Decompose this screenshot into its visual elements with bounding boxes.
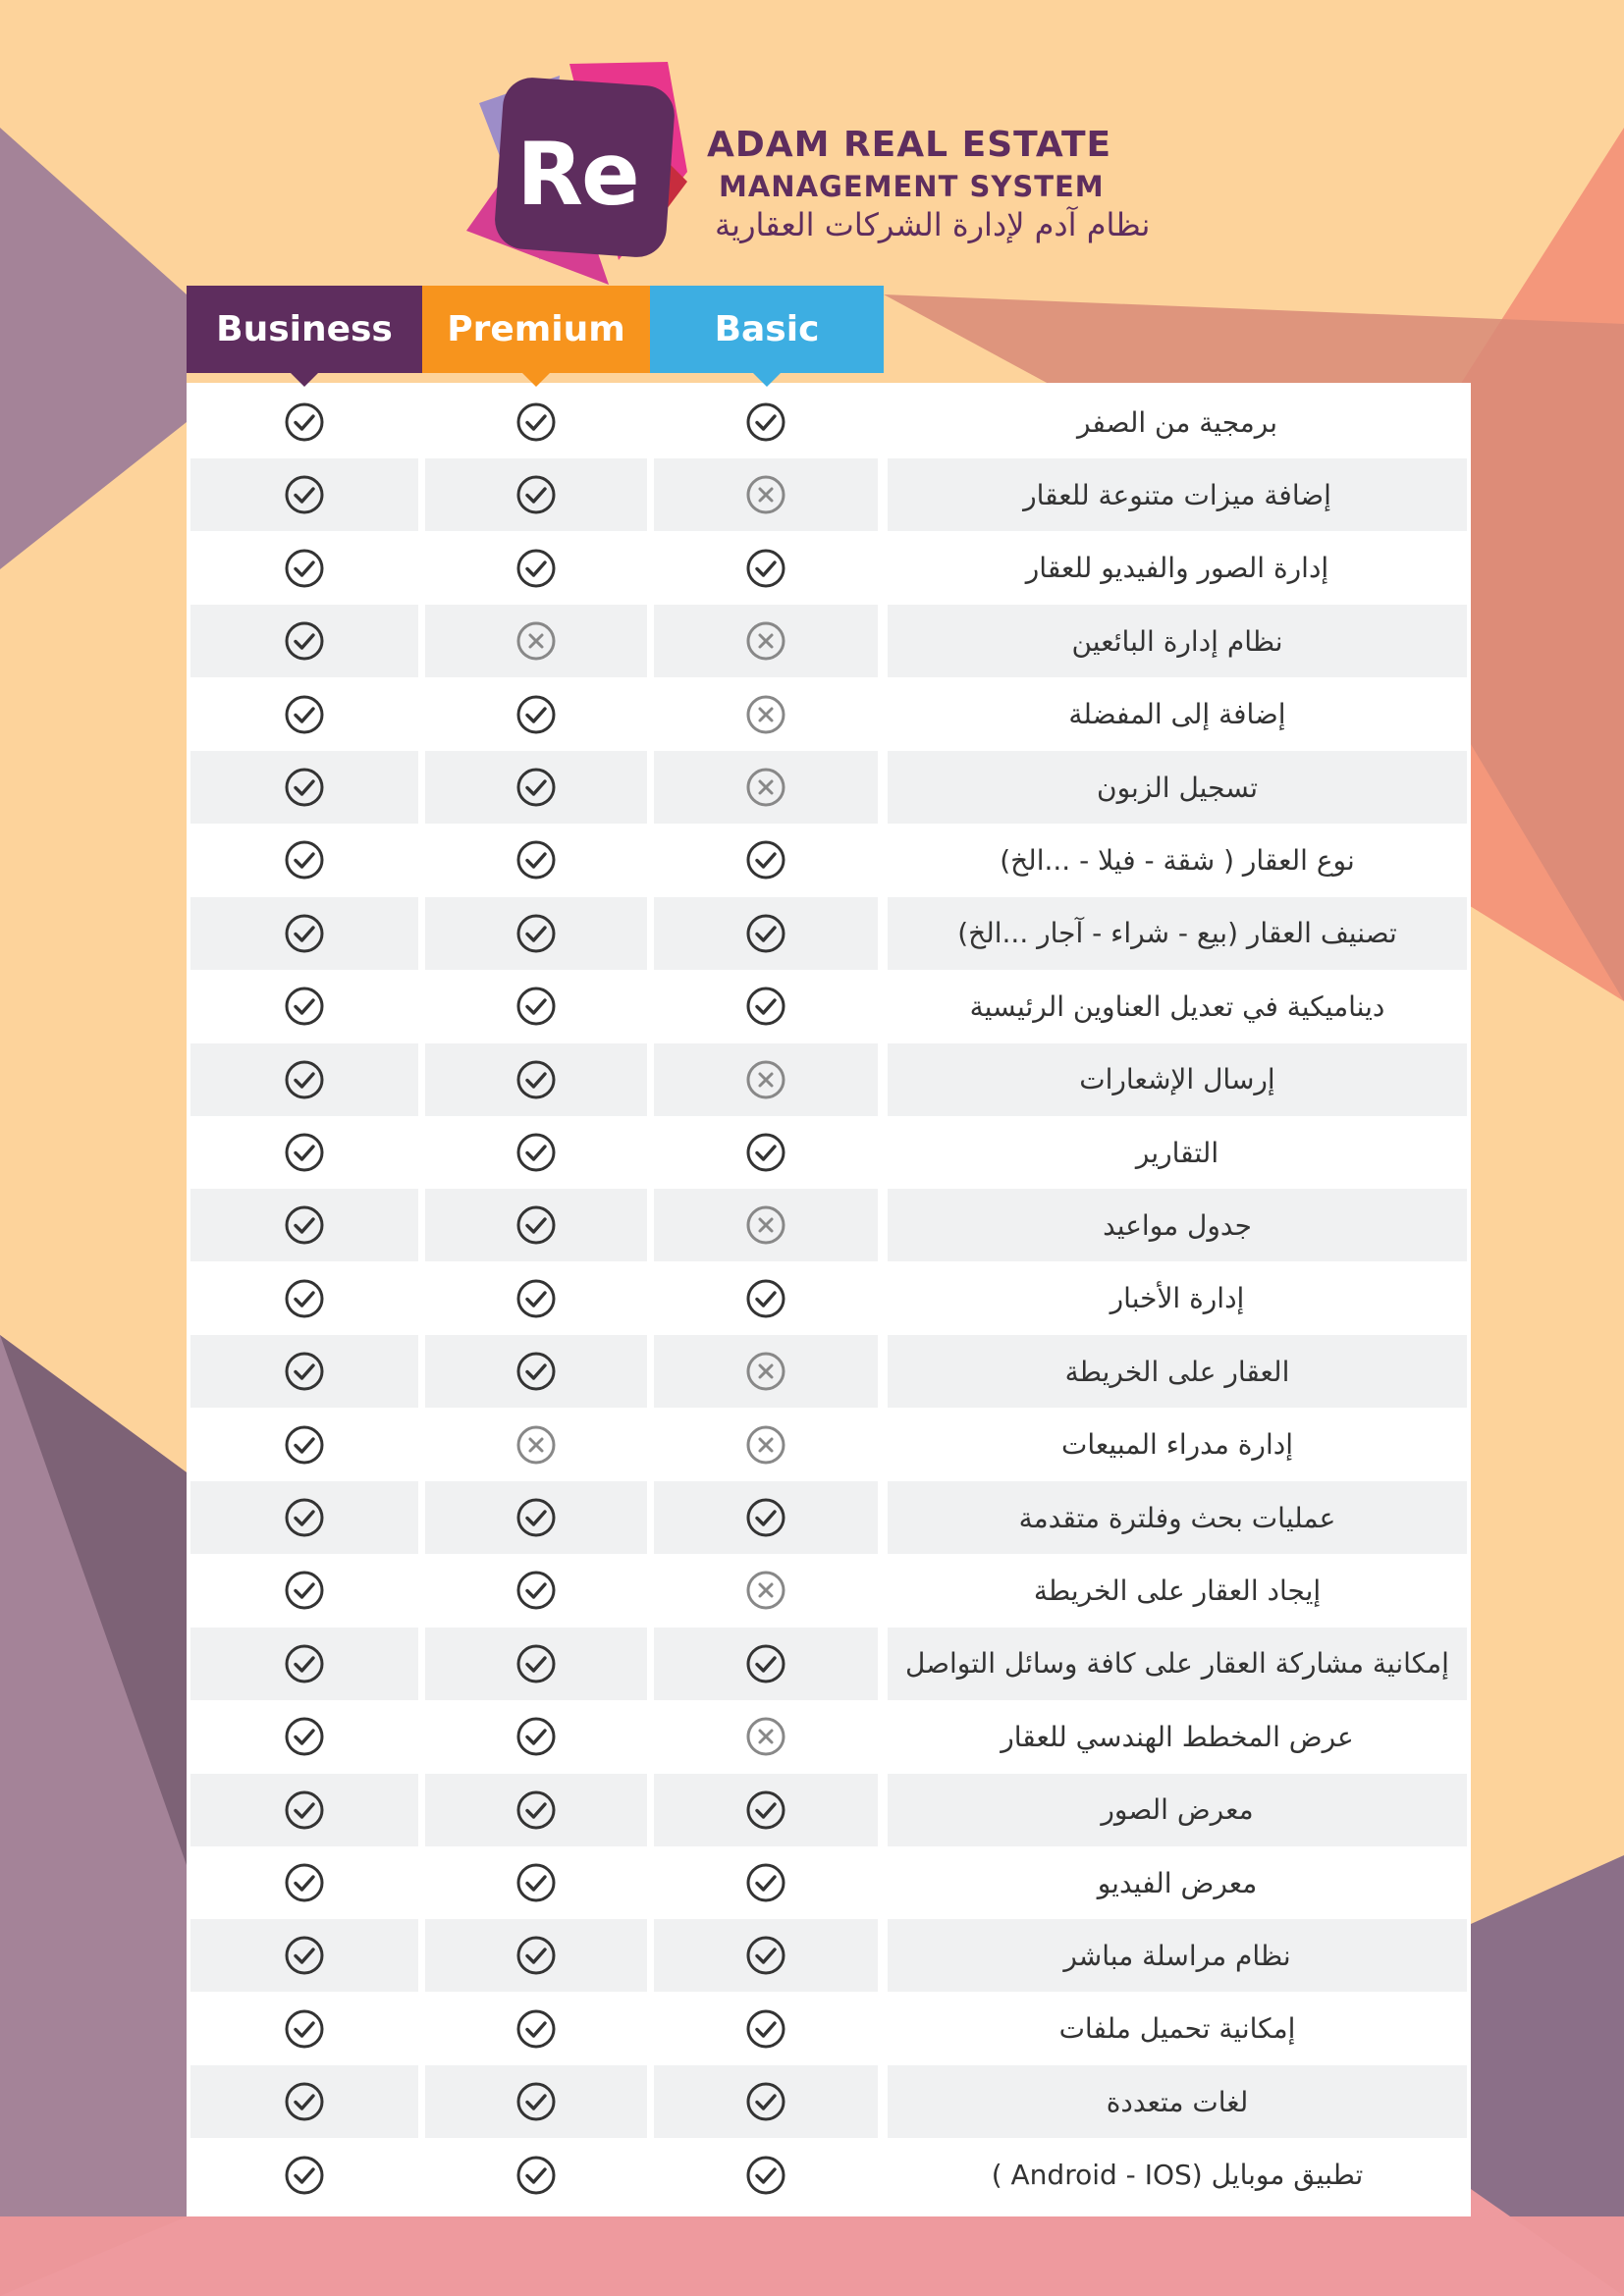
business-cell [190,1628,418,1700]
check-icon [515,1789,557,1831]
premium-cell [425,897,647,970]
plan-header-label: Basic [714,309,820,349]
feature-cell [888,2065,1467,2138]
cross-icon [745,1570,786,1611]
cross-icon [745,767,786,808]
table-row [187,2065,1471,2138]
basic-cell [654,1409,878,1481]
brand-logo-text: Re [516,123,638,225]
check-icon [284,694,325,735]
business-cell [190,1919,418,1992]
basic-cell [654,386,878,458]
check-icon [515,986,557,1027]
check-icon [745,1132,786,1173]
business-cell [190,897,418,970]
business-cell [190,824,418,896]
business-cell [190,1409,418,1481]
premium-cell [425,1189,647,1261]
table-row [187,1043,1471,1116]
check-icon [515,839,557,881]
check-icon [284,1424,325,1466]
check-icon [745,839,786,881]
feature-label: عرض المخطط الهندسي للعقار [1001,1720,1354,1753]
feature-label: برمجية من الصفر [1076,405,1278,439]
feature-cell [888,1189,1467,1261]
check-icon [284,620,325,662]
feature-label: نظام إدارة البائعين [1071,624,1283,658]
feature-cell [888,1846,1467,1919]
business-cell [190,605,418,677]
feature-cell [888,751,1467,824]
feature-cell [888,1919,1467,1992]
premium-cell [425,1846,647,1919]
premium-cell [425,751,647,824]
check-icon [515,694,557,735]
feature-label: إمكانية مشاركة العقار على كافة وسائل التواصل [905,1647,1449,1681]
feature-label: إضافة إلى المفضلة [1068,698,1286,731]
basic-cell [654,678,878,751]
business-cell [190,458,418,531]
check-icon [515,401,557,443]
check-icon [745,986,786,1027]
cross-icon [745,474,786,515]
cross-icon [515,1424,557,1466]
cross-icon [745,1204,786,1246]
table-row [187,1993,1471,2065]
cross-icon [745,694,786,735]
cross-icon [745,620,786,662]
premium-cell [425,1262,647,1335]
check-icon [745,913,786,954]
table-row [187,1481,1471,1554]
feature-cell [888,1700,1467,1773]
basic-cell [654,532,878,605]
check-icon [284,839,325,881]
basic-cell [654,1993,878,2065]
check-icon [515,1643,557,1684]
table-row [187,678,1471,751]
check-icon [284,2155,325,2196]
basic-cell [654,1919,878,1992]
premium-cell [425,1116,647,1189]
check-icon [745,1497,786,1538]
brand-title-arabic: نظام آدم لإدارة الشركات العقارية [715,206,1151,243]
business-cell [190,1481,418,1554]
check-icon [515,767,557,808]
feature-cell [888,458,1467,531]
check-icon [515,1570,557,1611]
premium-cell [425,458,647,531]
basic-cell [654,1043,878,1116]
premium-cell [425,678,647,751]
business-cell [190,1993,418,2065]
feature-cell [888,1481,1467,1554]
check-icon [284,474,325,515]
premium-cell [425,824,647,896]
check-icon [284,1716,325,1757]
feature-cell [888,970,1467,1042]
premium-cell [425,1554,647,1627]
business-cell [190,2065,418,2138]
check-icon [284,1204,325,1246]
business-cell [190,751,418,824]
basic-cell [654,1700,878,1773]
table-row [187,1262,1471,1335]
feature-label: إدارة مدراء المبيعات [1061,1428,1293,1462]
table-row [187,1628,1471,1700]
table-row [187,824,1471,896]
plan-header-pointer [753,373,781,387]
feature-cell [888,1409,1467,1481]
premium-cell [425,1774,647,1846]
feature-label: نوع العقار ( شقة - فيلا - ...الخ) [1000,843,1355,877]
basic-cell [654,751,878,824]
premium-cell [425,2139,647,2212]
table-row [187,1116,1471,1189]
feature-label: إرسال الإشعارات [1079,1063,1275,1096]
check-icon [284,548,325,589]
check-icon [745,1643,786,1684]
check-icon [284,913,325,954]
business-cell [190,1554,418,1627]
basic-cell [654,1628,878,1700]
table-row [187,970,1471,1042]
check-icon [284,1643,325,1684]
basic-cell [654,1116,878,1189]
check-icon [284,767,325,808]
cross-icon [515,620,557,662]
check-icon [745,401,786,443]
feature-cell [888,1262,1467,1335]
basic-cell [654,1481,878,1554]
check-icon [515,1059,557,1100]
feature-label: التقارير [1135,1136,1219,1169]
basic-cell [654,2139,878,2212]
check-icon [284,401,325,443]
cross-icon [745,1716,786,1757]
basic-cell [654,2065,878,2138]
table-row [187,386,1471,458]
check-icon [745,1278,786,1319]
basic-cell [654,1554,878,1627]
check-icon [515,1497,557,1538]
table-row [187,458,1471,531]
business-cell [190,386,418,458]
business-cell [190,1774,418,1846]
basic-cell [654,1335,878,1408]
check-icon [515,548,557,589]
brand-title-line2: MANAGEMENT SYSTEM [719,170,1105,203]
premium-cell [425,1628,647,1700]
business-cell [190,1043,418,1116]
check-icon [515,1862,557,1903]
feature-label: نظام مراسلة مباشر [1063,1939,1291,1972]
feature-cell [888,824,1467,896]
feature-label: إمكانية تحميل ملفات [1058,2012,1296,2046]
cross-icon [745,1059,786,1100]
check-icon [284,1278,325,1319]
table-row [187,897,1471,970]
feature-cell [888,1554,1467,1627]
table-row [187,605,1471,677]
check-icon [515,474,557,515]
premium-cell [425,970,647,1042]
feature-label: إيجاد العقار على الخريطة [1033,1574,1322,1607]
premium-cell [425,1993,647,2065]
table-row [187,1335,1471,1408]
premium-cell [425,1043,647,1116]
check-icon [745,1862,786,1903]
premium-cell [425,1409,647,1481]
table-row [187,1919,1471,1992]
premium-cell [425,1700,647,1773]
check-icon [515,1204,557,1246]
check-icon [284,1351,325,1392]
feature-label: إضافة ميزات متنوعة للعقار [1023,478,1331,511]
table-row [187,532,1471,605]
check-icon [284,1132,325,1173]
check-icon [745,1935,786,1976]
feature-cell [888,678,1467,751]
business-cell [190,678,418,751]
business-cell [190,1189,418,1261]
plan-header-premium [422,286,650,373]
feature-cell [888,1116,1467,1189]
check-icon [515,2155,557,2196]
check-icon [284,1862,325,1903]
feature-cell [888,2139,1467,2212]
check-icon [515,2081,557,2122]
feature-label: تسجيل الزبون [1097,771,1258,804]
feature-label: تصنيف العقار (بيع - شراء - آجار ...الخ) [957,917,1397,950]
feature-label: لغات متعددة [1106,2085,1249,2118]
cross-icon [745,1424,786,1466]
premium-cell [425,1335,647,1408]
check-icon [745,2155,786,2196]
check-icon [515,1935,557,1976]
plan-header-label: Premium [447,309,625,349]
check-icon [284,1789,325,1831]
check-icon [284,2081,325,2122]
feature-label: معرض الصور [1101,1793,1254,1827]
feature-label: معرض الفيديو [1097,1866,1258,1899]
feature-cell [888,605,1467,677]
feature-label: جدول مواعيد [1103,1208,1252,1242]
basic-cell [654,897,878,970]
feature-label: عمليات بحث وفلترة متقدمة [1018,1501,1336,1534]
premium-cell [425,1919,647,1992]
check-icon [745,2081,786,2122]
feature-cell [888,1043,1467,1116]
table-row [187,751,1471,824]
feature-label: العقار على الخريطة [1064,1355,1290,1388]
premium-cell [425,1481,647,1554]
feature-cell [888,1628,1467,1700]
plan-header-basic [650,286,884,373]
business-cell [190,1335,418,1408]
business-cell [190,1846,418,1919]
plan-header-pointer [291,373,318,387]
premium-cell [425,2065,647,2138]
business-cell [190,1700,418,1773]
check-icon [745,548,786,589]
table-row [187,1774,1471,1846]
basic-cell [654,1846,878,1919]
check-icon [515,1278,557,1319]
check-icon [284,1570,325,1611]
check-icon [284,1497,325,1538]
table-row [187,2139,1471,2212]
brand-title-line1: ADAM REAL ESTATE [707,125,1112,165]
check-icon [284,2008,325,2050]
table-row [187,1700,1471,1773]
feature-cell [888,1335,1467,1408]
check-icon [515,913,557,954]
feature-cell [888,386,1467,458]
business-cell [190,970,418,1042]
feature-label: إدارة الصور والفيديو للعقار [1025,552,1329,585]
check-icon [284,986,325,1027]
feature-cell [888,897,1467,970]
business-cell [190,532,418,605]
premium-cell [425,386,647,458]
feature-cell [888,1993,1467,2065]
check-icon [745,1789,786,1831]
cross-icon [745,1351,786,1392]
table-row [187,1409,1471,1481]
check-icon [284,1935,325,1976]
basic-cell [654,458,878,531]
feature-label: إدارة الأخبار [1110,1282,1245,1315]
check-icon [515,1132,557,1173]
basic-cell [654,1262,878,1335]
table-row [187,1189,1471,1261]
check-icon [515,1351,557,1392]
business-cell [190,1262,418,1335]
feature-label: تطبيق موبايل (Android - IOS ) [991,2159,1364,2192]
table-row [187,1554,1471,1627]
check-icon [284,1059,325,1100]
basic-cell [654,605,878,677]
feature-cell [888,532,1467,605]
feature-label: ديناميكية في تعديل العناوين الرئيسية [969,989,1385,1023]
check-icon [515,2008,557,2050]
check-icon [745,2008,786,2050]
business-cell [190,1116,418,1189]
plan-header-business [187,286,422,373]
basic-cell [654,970,878,1042]
premium-cell [425,605,647,677]
plan-header-label: Business [216,309,393,349]
plan-header-pointer [522,373,550,387]
brand-header [461,54,1188,285]
feature-cell [888,1774,1467,1846]
basic-cell [654,1774,878,1846]
table-row [187,1846,1471,1919]
business-cell [190,2139,418,2212]
check-icon [515,1716,557,1757]
basic-cell [654,824,878,896]
premium-cell [425,532,647,605]
basic-cell [654,1189,878,1261]
